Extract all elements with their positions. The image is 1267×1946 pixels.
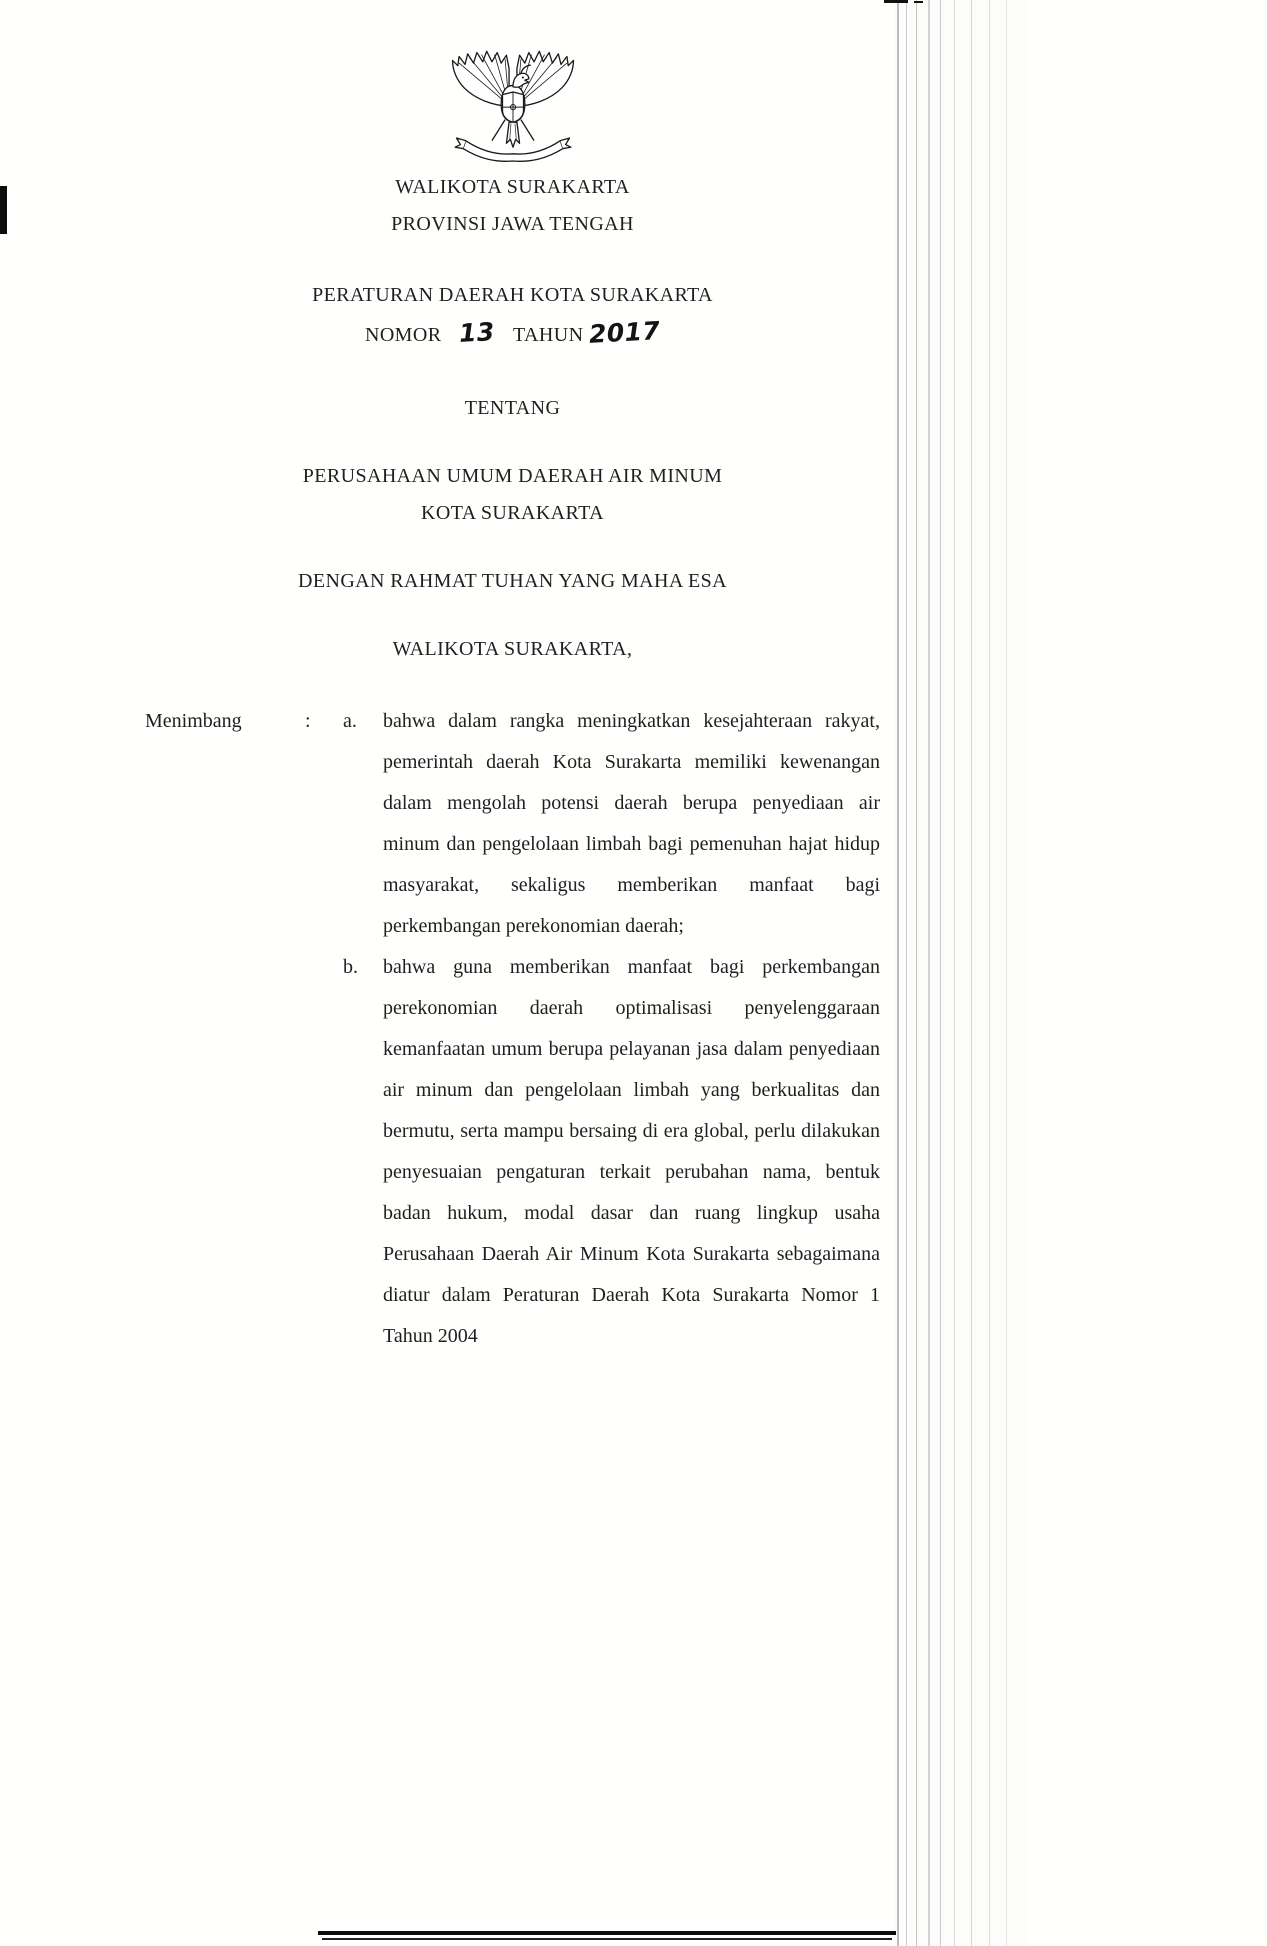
- tentang-label: TENTANG: [464, 397, 561, 419]
- nomor-value-handwritten: 13: [458, 317, 496, 348]
- item-marker: a.: [343, 710, 357, 732]
- scan-bottom-line: [318, 1931, 896, 1935]
- garuda-pancasila-emblem: [447, 46, 579, 163]
- scan-edge-line: [906, 0, 907, 1946]
- considerations-label: Menimbang: [145, 710, 242, 732]
- subject-line-1: PERUSAHAAN UMUM DAERAH AIR MINUM: [302, 465, 723, 487]
- scan-edge-line: [916, 0, 917, 1946]
- letterhead-line-2: PROVINSI JAWA TENGAH: [391, 213, 634, 235]
- scan-top-dash: [914, 1, 923, 3]
- scan-edge-line: [954, 0, 955, 1946]
- item-text: bahwa guna memberikan manfaat bagi perkembangan perekonomian daerah optimalisasi penyelenggaraan kemanfaatan umum berupa pelayanan jasa dalam penyediaan air minum dan pengelolaan limbah yang berkualitas dan bermutu, serta mampu bersaing di era global, perlu dilakukan penyesuaian pengaturan terkait perubahan nama, bentuk badan hukum, modal dasar dan ruang lingkup usaha Perusahaan Daerah Air Minum Kota Surakarta sebagaimana diatur dalam Peraturan Daerah Kota Surakarta Nomor 1 Tahun 2004: [383, 956, 880, 1347]
- scan-edge-line: [940, 0, 941, 1946]
- regulation-number-line: [145, 314, 880, 354]
- nomor-label: NOMOR: [364, 324, 442, 346]
- scan-edge-line: [989, 0, 990, 1946]
- regulation-title: [145, 277, 880, 354]
- consideration-item-a: [343, 701, 880, 947]
- scan-edge-artifacts: [893, 0, 1028, 1946]
- regulation-name: PERATURAN DAERAH KOTA SURAKARTA: [312, 284, 713, 306]
- regulation-subject: [145, 458, 880, 532]
- letterhead-line-1: WALIKOTA SURAKARTA: [395, 176, 630, 198]
- document-content: [145, 0, 880, 1357]
- garuda-pancasila-icon: [447, 46, 579, 163]
- considerations-section: [145, 701, 880, 1357]
- salutation-line: WALIKOTA SURAKARTA,: [392, 638, 633, 660]
- item-text: bahwa dalam rangka meningkatkan kesejahteraan rakyat, pemerintah daerah Kota Surakarta memiliki kewenangan dalam mengolah potensi daerah berupa penyediaan air minum dan pengelolaan limbah bagi pemenuhan hajat hidup masyarakat, sekaligus memberikan manfaat bagi perkembangan perekonomian daerah;: [383, 710, 880, 937]
- considerations-separator: :: [305, 710, 311, 732]
- letterhead: [145, 169, 880, 243]
- subject-line-2: KOTA SURAKARTA: [421, 502, 604, 524]
- scan-edge-line: [897, 0, 899, 1946]
- tahun-value-handwritten: 2017: [588, 316, 661, 349]
- scan-edge-line: [1006, 0, 1007, 1946]
- consideration-item-b: [343, 947, 880, 1357]
- scan-edge-line: [971, 0, 972, 1946]
- considerations-items: [343, 701, 880, 1357]
- item-marker: b.: [343, 956, 358, 978]
- scan-edge-line: [928, 0, 930, 1946]
- scan-left-mark: [0, 186, 7, 234]
- scan-bottom-line: [322, 1938, 892, 1940]
- scan-top-dash: [884, 0, 908, 3]
- tahun-label: TAHUN: [513, 324, 584, 346]
- invocation-line: DENGAN RAHMAT TUHAN YANG MAHA ESA: [298, 570, 727, 592]
